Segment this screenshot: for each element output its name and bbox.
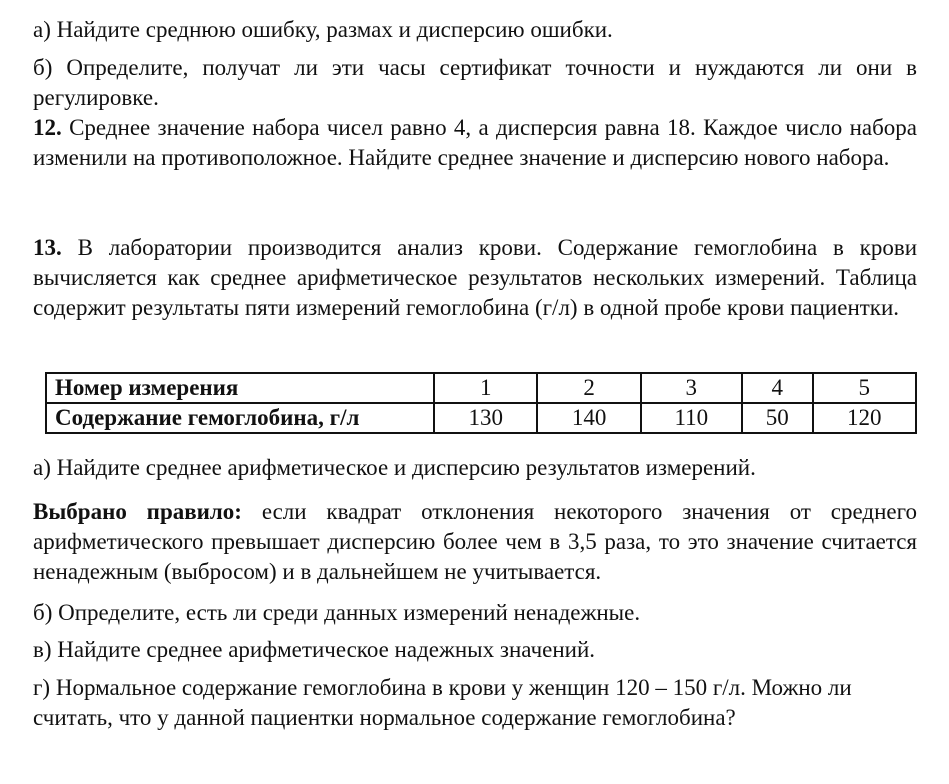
- problem-13-text: В лаборатории производится анализ крови. Содержание гемоглобина в крови вычисляется как среднее арифметическое результатов нескольких измерений. Таблица содержит результаты пяти измерений гемоглобина (г/л) в одной пробе крови пациентки.: [33, 235, 918, 320]
- table-row-header-measurement-number: Номер измерения: [46, 373, 434, 403]
- table-row-header-hemoglobin: Содержание гемоглобина, г/л: [46, 403, 434, 433]
- question-b-previous: б) Определите, получат ли эти часы сертификат точности и нуждаются ли они в регулировке.: [33, 55, 917, 110]
- problem-13: [33, 233, 917, 323]
- problem-13-question-a: а) Найдите среднее арифметическое и дисперсию результатов измерений.: [33, 455, 756, 480]
- table-cell: 140: [537, 403, 640, 433]
- measurements-table-wrapper: [33, 372, 917, 434]
- problem-13-question-v: в) Найдите среднее арифметическое надежных значений.: [33, 637, 596, 662]
- rule-lead: Выбрано правило:: [33, 499, 242, 524]
- problem-12: [33, 113, 917, 173]
- table-cell: 130: [434, 403, 537, 433]
- problem-12-text: Среднее значение набора чисел равно 4, а дисперсия равна 18. Каждое число набора изменили на противоположное. Найдите среднее значение и дисперсию нового набора.: [33, 115, 917, 170]
- table-cell: 4: [742, 373, 813, 403]
- table-row: [46, 403, 916, 433]
- rule-text: если квадрат отклонения некоторого значения от среднего арифметического превышает дисперсию более чем в 3,5 раза, то это значение считается ненадежным (выбросом) и в дальнейшем не учитывается.: [33, 499, 917, 584]
- table-cell: 1: [434, 373, 537, 403]
- table-cell: 5: [813, 373, 916, 403]
- table-cell: 120: [813, 403, 916, 433]
- problem-12-number: 12.: [33, 115, 62, 140]
- problem-13-question-b: б) Определите, есть ли среди данных измерений ненадежные.: [33, 600, 641, 625]
- problem-13-question-g: г) Нормальное содержание гемоглобина в крови у женщин 120 – 150 г/л. Можно ли считать, что у данной пациентки нормальное содержание гемоглобина?: [33, 675, 852, 730]
- question-a-previous: а) Найдите среднюю ошибку, размах и дисперсию ошибки.: [33, 17, 613, 42]
- table-cell: 2: [537, 373, 640, 403]
- table-cell: 50: [742, 403, 813, 433]
- problem-13-number: 13.: [33, 235, 62, 260]
- table-row: [46, 373, 916, 403]
- table-cell: 3: [641, 373, 742, 403]
- measurements-table: [45, 372, 917, 434]
- rule-paragraph: [33, 497, 917, 587]
- table-cell: 110: [641, 403, 742, 433]
